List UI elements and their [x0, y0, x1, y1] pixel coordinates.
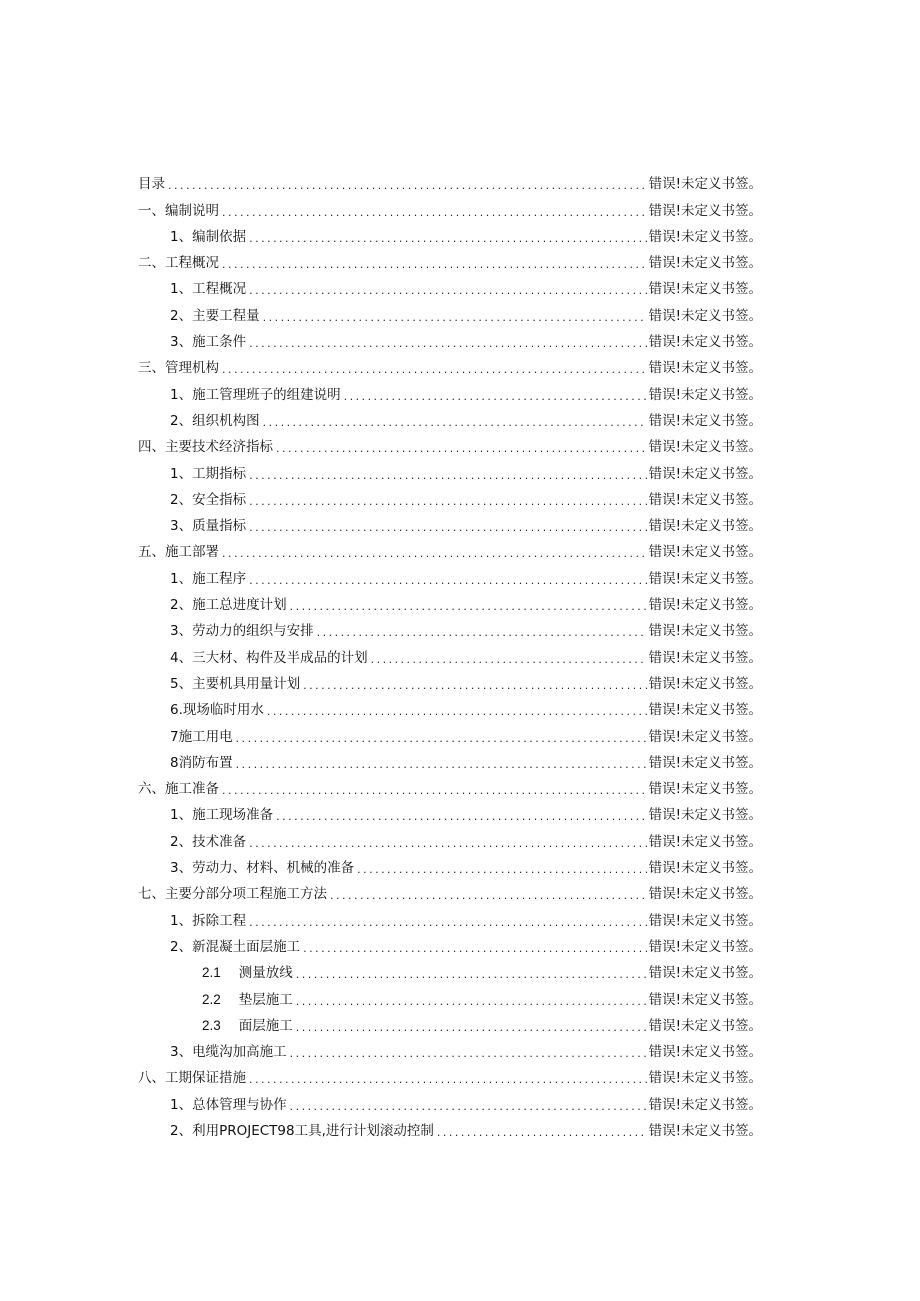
dot-leader [249, 1069, 647, 1083]
dot-leader [222, 780, 647, 794]
dot-leader [344, 386, 647, 400]
toc-entry-title [170, 751, 233, 771]
dot-leader [222, 359, 647, 373]
toc-entry[interactable] [138, 245, 762, 271]
toc-entry-text: 2、新混凝土面层施工 [170, 938, 301, 955]
toc-entry[interactable] [138, 981, 762, 1007]
dot-leader [296, 1017, 647, 1031]
dot-leader [290, 596, 647, 610]
toc-entry-title [170, 225, 246, 245]
toc-entry-text: 8消防布置 [170, 754, 233, 771]
dot-leader [249, 912, 646, 926]
toc-entry[interactable] [138, 692, 762, 718]
toc-entry-title [138, 172, 165, 192]
toc-entry-text: 3、质量指标 [170, 518, 247, 535]
toc-entry-text: 2、施工总进度计划 [170, 597, 287, 614]
toc-entry-title [170, 593, 287, 613]
dot-leader [296, 964, 647, 978]
page-reference-error: 错误!未定义书签。 [648, 754, 762, 771]
toc-entry[interactable] [138, 166, 762, 192]
dot-leader [222, 543, 647, 557]
toc-entry[interactable] [138, 929, 762, 955]
toc-entry-text: 垫层施工 [238, 991, 293, 1008]
toc-entry-title [170, 1093, 287, 1113]
dot-leader [249, 517, 646, 531]
toc-entry-number: 2.2 [202, 991, 221, 1007]
toc-entry-text: 3、劳动力、材料、机械的准备 [170, 860, 355, 877]
dot-leader [276, 806, 646, 820]
dot-leader [236, 754, 647, 768]
page-reference-error: 错误!未定义书签。 [648, 860, 762, 877]
toc-entry-title [170, 698, 264, 718]
page-reference-error: 错误!未定义书签。 [648, 544, 762, 561]
page-reference-error: 错误!未定义书签。 [648, 334, 762, 351]
toc-entry-text: 4、三大材、构件及半成品的计划 [170, 649, 368, 666]
dot-leader [296, 991, 647, 1005]
page-reference-error: 错误!未定义书签。 [648, 228, 762, 245]
toc-entry[interactable] [138, 192, 762, 218]
dot-leader [303, 938, 646, 952]
toc-entry-text: 3、施工条件 [170, 334, 247, 351]
dot-leader [249, 833, 646, 847]
page-reference-error: 错误!未定义书签。 [648, 412, 762, 429]
dot-leader [437, 1122, 647, 1136]
toc-entry[interactable] [138, 797, 762, 823]
toc-entry-title [170, 330, 246, 350]
page-reference-error: 错误!未定义书签。 [648, 991, 762, 1008]
page-reference-error: 错误!未定义书签。 [648, 886, 762, 903]
toc-entry-text: 五、施工部署 [138, 544, 219, 561]
toc-entry-text: 三、管理机构 [138, 360, 219, 377]
toc-entry[interactable] [138, 271, 762, 297]
toc-entry[interactable] [138, 587, 762, 613]
toc-entry[interactable] [138, 1034, 762, 1060]
toc-entry-text: 1、总体管理与协作 [170, 1096, 287, 1113]
toc-entry-title [170, 383, 341, 403]
toc-entry[interactable] [138, 1086, 762, 1112]
toc-entry-text: 6.现场临时用水 [170, 702, 264, 719]
toc-entry-text: 八、工期保证措施 [138, 1070, 246, 1087]
page-reference-error: 错误!未定义书签。 [648, 912, 762, 929]
page-reference-error: 错误!未定义书签。 [648, 176, 762, 193]
toc-entry[interactable] [138, 324, 762, 350]
toc-entry-title [170, 935, 300, 955]
dot-leader [249, 570, 646, 584]
toc-entry-title [170, 725, 233, 745]
dot-leader [263, 307, 647, 321]
toc-entry[interactable] [138, 508, 762, 534]
toc-entry[interactable] [138, 376, 762, 402]
toc-entry-number: 2.3 [202, 1017, 221, 1033]
toc-entry-title [170, 514, 246, 534]
toc-entry-title [170, 304, 260, 324]
dot-leader [222, 254, 647, 268]
toc-entry-title [138, 356, 219, 376]
toc-entry[interactable] [138, 350, 762, 376]
table-of-contents [138, 166, 762, 1139]
toc-entry-text: 2、主要工程量 [170, 307, 260, 324]
dot-leader [168, 175, 647, 189]
toc-entry-text: 2、利用PROJECT98工具,进行计划滚动控制 [170, 1122, 434, 1139]
dot-leader [330, 885, 647, 899]
dot-leader [371, 649, 647, 663]
dot-leader [249, 491, 646, 505]
page-reference-error: 错误!未定义书签。 [648, 386, 762, 403]
toc-entry-text: 1、施工管理班子的组建说明 [170, 386, 341, 403]
page-reference-error: 错误!未定义书签。 [648, 833, 762, 850]
toc-entry-title [170, 1040, 287, 1060]
toc-entry-title [202, 961, 293, 981]
dot-leader [249, 333, 646, 347]
dot-leader [276, 438, 647, 452]
toc-entry-text: 七、主要分部分项工程施工方法 [138, 886, 327, 903]
toc-entry-text: 2、组织机构图 [170, 412, 260, 429]
toc-entry-title [170, 488, 246, 508]
page-reference-error: 错误!未定义书签。 [648, 202, 762, 219]
dot-leader [249, 280, 646, 294]
toc-entry-title [170, 672, 300, 692]
page-reference-error: 错误!未定义书签。 [648, 965, 762, 982]
page-reference-error: 错误!未定义书签。 [648, 518, 762, 535]
toc-entry-text: 1、工期指标 [170, 465, 247, 482]
page-reference-error: 错误!未定义书签。 [648, 281, 762, 298]
toc-entry-title [170, 909, 246, 929]
page-reference-error: 错误!未定义书签。 [648, 1044, 762, 1061]
toc-entry-title [138, 540, 219, 560]
toc-entry[interactable] [138, 955, 762, 981]
toc-entry[interactable] [138, 482, 762, 508]
toc-entry-title [202, 988, 293, 1008]
page-reference-error: 错误!未定义书签。 [648, 597, 762, 614]
page-reference-error: 错误!未定义书签。 [648, 1017, 762, 1034]
toc-entry[interactable] [138, 455, 762, 481]
toc-entry-text: 5、主要机具用量计划 [170, 675, 301, 692]
toc-entry-title [138, 777, 219, 797]
toc-entry[interactable] [138, 613, 762, 639]
toc-entry-text: 1、施工现场准备 [170, 807, 274, 824]
toc-entry-text: 1、工程概况 [170, 281, 247, 298]
toc-entry-title [138, 199, 219, 219]
toc-entry-title [170, 409, 260, 429]
toc-entry-text: 1、编制依据 [170, 228, 247, 245]
page-reference-error: 错误!未定义书签。 [648, 360, 762, 377]
page-reference-error: 错误!未定义书签。 [648, 1070, 762, 1087]
toc-entry[interactable] [138, 429, 762, 455]
toc-entry[interactable] [138, 666, 762, 692]
toc-entry-number: 2.1 [202, 965, 221, 981]
toc-entry[interactable] [138, 850, 762, 876]
toc-entry[interactable] [138, 534, 762, 560]
toc-entry-title [170, 830, 246, 850]
toc-entry-text: 3、电缆沟加高施工 [170, 1044, 287, 1061]
toc-entry-text: 一、编制说明 [138, 202, 219, 219]
dot-leader [249, 465, 646, 479]
toc-entry[interactable] [138, 745, 762, 771]
toc-entry[interactable] [138, 876, 762, 902]
toc-entry-text: 1、拆除工程 [170, 912, 247, 929]
toc-entry-text: 面层施工 [238, 1017, 293, 1034]
page-reference-error: 错误!未定义书签。 [648, 675, 762, 692]
toc-entry-title [170, 567, 246, 587]
toc-entry[interactable] [138, 771, 762, 797]
dot-leader [263, 412, 647, 426]
dot-leader [236, 728, 647, 742]
toc-entry[interactable] [138, 403, 762, 429]
toc-entry-title [138, 1066, 246, 1086]
page-reference-error: 错误!未定义书签。 [648, 807, 762, 824]
dot-leader [267, 701, 647, 715]
page-reference-error: 错误!未定义书签。 [648, 938, 762, 955]
toc-entry[interactable] [138, 1008, 762, 1034]
toc-entry-text: 1、施工程序 [170, 570, 247, 587]
toc-entry[interactable] [138, 219, 762, 245]
page-reference-error: 错误!未定义书签。 [648, 465, 762, 482]
toc-entry-title [138, 882, 327, 902]
dot-leader [249, 228, 646, 242]
page-reference-error: 错误!未定义书签。 [648, 1096, 762, 1113]
toc-entry[interactable] [138, 560, 762, 586]
toc-entry-text: 7施工用电 [170, 728, 233, 745]
dot-leader [222, 202, 647, 216]
toc-entry[interactable] [138, 718, 762, 744]
dot-leader [357, 859, 646, 873]
toc-entry[interactable] [138, 1113, 762, 1139]
page-reference-error: 错误!未定义书签。 [648, 307, 762, 324]
page-reference-error: 错误!未定义书签。 [648, 570, 762, 587]
page-reference-error: 错误!未定义书签。 [648, 255, 762, 272]
toc-entry[interactable] [138, 297, 762, 323]
page-reference-error: 错误!未定义书签。 [648, 781, 762, 798]
toc-entry[interactable] [138, 823, 762, 849]
toc-entry-title [138, 251, 219, 271]
dot-leader [317, 622, 647, 636]
page-reference-error: 错误!未定义书签。 [648, 623, 762, 640]
toc-entry-text: 2、技术准备 [170, 833, 247, 850]
page-reference-error: 错误!未定义书签。 [648, 728, 762, 745]
toc-entry-text: 四、主要技术经济指标 [138, 439, 273, 456]
toc-entry-title [202, 1014, 293, 1034]
page-reference-error: 错误!未定义书签。 [648, 649, 762, 666]
toc-entry[interactable] [138, 639, 762, 665]
toc-entry-text: 3、劳动力的组织与安排 [170, 623, 314, 640]
page-reference-error: 错误!未定义书签。 [648, 439, 762, 456]
toc-entry-text: 六、施工准备 [138, 781, 219, 798]
toc-entry-title [138, 435, 273, 455]
dot-leader [303, 675, 646, 689]
toc-entry[interactable] [138, 902, 762, 928]
toc-entry-text: 测量放线 [238, 965, 293, 982]
toc-entry-title [170, 462, 246, 482]
toc-entry-text: 2、安全指标 [170, 491, 247, 508]
toc-entry-title [170, 619, 314, 639]
dot-leader [290, 1043, 647, 1057]
dot-leader [290, 1096, 647, 1110]
page-reference-error: 错误!未定义书签。 [648, 491, 762, 508]
toc-entry-title [170, 646, 368, 666]
toc-entry-text: 二、工程概况 [138, 255, 219, 272]
toc-entry-text: 目录 [138, 176, 165, 193]
toc-entry-title [170, 277, 246, 297]
toc-entry-title [170, 803, 273, 823]
toc-entry-title [170, 1119, 434, 1139]
toc-entry-title [170, 856, 354, 876]
page-reference-error: 错误!未定义书签。 [648, 702, 762, 719]
toc-entry[interactable] [138, 1060, 762, 1086]
page-reference-error: 错误!未定义书签。 [648, 1122, 762, 1139]
